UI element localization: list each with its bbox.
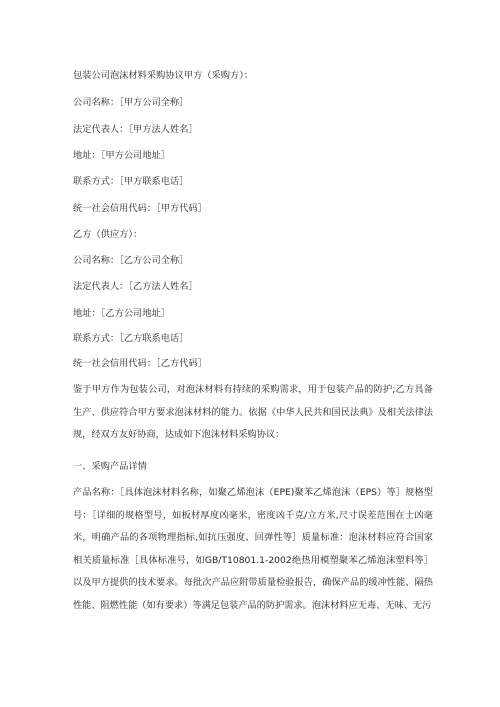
party-b-heading: 乙方（供应方）： [73, 229, 143, 240]
section-1-body: 产品名称：［具体泡沫材料名称，如聚乙烯泡沫（EPE)聚苯乙烯泡沫（EPS）等］规格型号：［详细的规格型号，如板材厚度凶毫米，密度凶千克/立方米,尺寸误差范围在士凶毫米，明确产品的各项物理指标,如抗压强度、回弹性等］质量标准：泡沫材料应符合国家相关质量标准［具体标准号，如GB/T10801.1-2002绝热用模塑聚苯乙烯泡沫塑料等］以及甲方提供的技术要求。每批次产品应附带质量检验报告，确保产品的缓冲性能、隔热性能、阻燃性能（如有要求）等满足包装产品的防护需求。泡沫材料应无毒、无味、无污 [73, 487, 433, 611]
party-a-contact: 联系方式：［甲方联系电话］ [73, 176, 189, 187]
party-a-legal-rep: 法定代表人：［甲方法人姓名］ [73, 124, 198, 135]
section-1-heading: 一、采购产品详情 [73, 461, 147, 472]
party-b-contact: 联系方式：［乙方联系电话］ [73, 333, 189, 344]
party-b-credit-code: 统一社会信用代码：［乙方代码］ [73, 358, 207, 369]
agreement-title-line: 包装公司泡沫材料采购协议甲方（采购方）： [73, 70, 254, 81]
party-b-legal-rep: 法定代表人：［乙方法人姓名］ [73, 281, 198, 292]
party-b-company-name: 公司名称：［乙方公司全称］ [73, 255, 189, 266]
party-a-company-name: 公司名称：［甲方公司全称］ [73, 97, 189, 108]
party-b-address: 地址：［乙方公司地址］ [73, 308, 171, 319]
party-a-address: 地址：［甲方公司地址］ [73, 150, 171, 161]
preamble-paragraph: 鉴于甲方作为包装公司，对泡沫材料有持续的采购需求，用于包装产品的防护;乙方具备生产、供应符合甲方要求泡沫材料的能力。依据《中华人民共和国民法典》及相关法律法规，经双方友好协商，达成如下泡沫材料采购协议： [73, 384, 433, 440]
party-a-credit-code: 统一社会信用代码：［甲方代码］ [73, 203, 207, 214]
